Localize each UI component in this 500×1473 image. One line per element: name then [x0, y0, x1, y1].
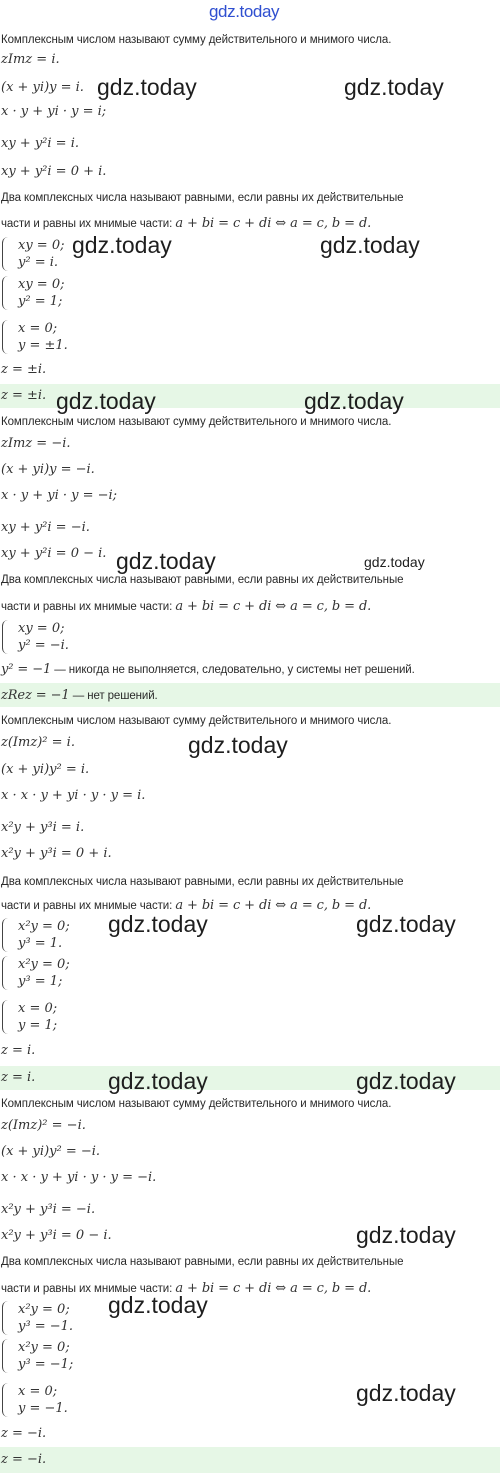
- math-line: xy + y²i = i.: [1, 136, 79, 151]
- watermark: gdz.today: [108, 1068, 208, 1094]
- equation-system: [2, 620, 202, 654]
- definition-text: части и равны их мнимые части: a + bi = c + di ⇔ a = c, b = d.: [1, 1281, 372, 1296]
- system-row: y² = −i.: [18, 638, 69, 653]
- system-row: y³ = 1;: [18, 974, 63, 989]
- math-line: zImz = i.: [1, 52, 60, 67]
- math-line: xy + y²i = 0 + i.: [1, 164, 107, 179]
- math-line: z = −i.: [1, 1426, 47, 1441]
- math-line: z = i.: [1, 1043, 36, 1058]
- definition-text: части и равны их мнимые части: a + bi = c + di ⇔ a = c, b = d.: [1, 216, 372, 231]
- equation-system: [2, 956, 202, 990]
- definition-text: Два комплексных числа называют равными, если равны их действительные: [1, 876, 404, 888]
- definition-formula: a + bi = c + di ⇔ a = c, b = d.: [175, 898, 372, 913]
- intro-text: Комплексным числом называют сумму действительного и мнимого числа.: [1, 34, 392, 46]
- intro-text: Комплексным числом называют сумму действительного и мнимого числа.: [1, 715, 392, 727]
- definition-text: Два комплексных числа называют равными, если равны их действительные: [1, 574, 404, 586]
- system-row: y² = i.: [18, 255, 59, 270]
- math-line: x · x · y + yi · y · y = −i.: [1, 1170, 157, 1185]
- math-line: x²y + y³i = 0 + i.: [1, 846, 112, 861]
- answer-band-4: [0, 1447, 500, 1473]
- equation-system: [2, 1000, 202, 1034]
- site-logo: gdz.today: [209, 2, 280, 21]
- answer: zRez = −1 — нет решений.: [1, 688, 158, 703]
- math-line: z(Imz)² = i.: [1, 735, 75, 750]
- watermark: gdz.today: [344, 74, 444, 100]
- math-line: x²y + y³i = −i.: [1, 1202, 96, 1217]
- math-line: xy + y²i = −i.: [1, 520, 90, 535]
- system-row: x = 0;: [18, 1384, 58, 1399]
- math-line: (x + yi)y = −i.: [1, 462, 95, 477]
- intro-text: Комплексным числом называют сумму действительного и мнимого числа.: [1, 1098, 392, 1110]
- system-row: y² = 1;: [18, 294, 63, 309]
- system-row: y = ±1.: [18, 338, 68, 353]
- definition-formula: a + bi = c + di ⇔ a = c, b = d.: [175, 599, 372, 614]
- math-line: x · x · y + yi · y · y = i.: [1, 788, 146, 803]
- math-line: (x + yi)y² = −i.: [1, 1144, 101, 1159]
- watermark: gdz.today: [108, 1292, 208, 1318]
- math-line: (x + yi)y² = i.: [1, 762, 90, 777]
- math-line: xy + y²i = 0 − i.: [1, 546, 107, 561]
- system-row: x²y = 0;: [18, 1302, 70, 1317]
- math-line: (x + yi)y = i.: [1, 80, 84, 95]
- conclusion: y² = −1 — никогда не выполняется, следовательно, у системы нет решений.: [1, 662, 415, 677]
- answer: z = −i.: [1, 1452, 47, 1467]
- math-line: x · y + yi · y = i;: [1, 104, 107, 119]
- definition-text: части и равны их мнимые части: a + bi = c + di ⇔ a = c, b = d.: [1, 599, 372, 614]
- equation-system: [2, 1339, 202, 1373]
- equation-system: [2, 276, 202, 310]
- definition-text: Два комплексных числа называют равными, если равны их действительные: [1, 192, 404, 204]
- watermark: gdz.today: [320, 232, 420, 258]
- system-row: xy = 0;: [18, 238, 65, 253]
- watermark: gdz.today: [356, 1222, 456, 1248]
- definition-text: Два комплексных числа называют равными, если равны их действительные: [1, 1256, 404, 1268]
- math-line: zImz = −i.: [1, 436, 71, 451]
- definition-text: части и равны их мнимые части: a + bi = c + di ⇔ a = c, b = d.: [1, 898, 372, 913]
- watermark: gdz.today: [356, 1068, 456, 1094]
- equation-system: [2, 320, 202, 354]
- system-row: x²y = 0;: [18, 957, 70, 972]
- system-row: x = 0;: [18, 1001, 58, 1016]
- watermark: gdz.today: [97, 74, 197, 100]
- system-row: x²y = 0;: [18, 1340, 70, 1355]
- watermark: gdz.today: [116, 548, 216, 574]
- math-line: x²y + y³i = 0 − i.: [1, 1228, 112, 1243]
- watermark: gdz.today: [188, 732, 288, 758]
- answer: z = i.: [1, 1070, 36, 1085]
- math-line: x · y + yi · y = −i;: [1, 488, 118, 503]
- answer: z = ±i.: [1, 388, 47, 403]
- system-row: x = 0;: [18, 321, 58, 336]
- system-row: y = −1.: [18, 1401, 68, 1416]
- system-row: xy = 0;: [18, 277, 65, 292]
- system-row: y³ = 1.: [18, 936, 63, 951]
- watermark: gdz.today: [108, 911, 208, 937]
- math-line: z(Imz)² = −i.: [1, 1118, 86, 1133]
- watermark: gdz.today: [364, 554, 425, 570]
- watermark: gdz.today: [356, 1380, 456, 1406]
- watermark: gdz.today: [72, 232, 172, 258]
- system-row: x²y = 0;: [18, 919, 70, 934]
- system-row: y³ = −1;: [18, 1357, 74, 1372]
- watermark: gdz.today: [56, 388, 156, 414]
- math-line: x²y + y³i = i.: [1, 820, 85, 835]
- equation-system: [2, 1383, 202, 1417]
- definition-formula: a + bi = c + di ⇔ a = c, b = d.: [175, 1281, 372, 1296]
- intro-text: Комплексным числом называют сумму действительного и мнимого числа.: [1, 416, 392, 428]
- watermark: gdz.today: [356, 911, 456, 937]
- definition-formula: a + bi = c + di ⇔ a = c, b = d.: [175, 216, 372, 231]
- system-row: y = 1;: [18, 1018, 58, 1033]
- system-row: y³ = −1.: [18, 1319, 74, 1334]
- system-row: xy = 0;: [18, 621, 65, 636]
- math-line: z = ±i.: [1, 362, 47, 377]
- watermark: gdz.today: [304, 388, 404, 414]
